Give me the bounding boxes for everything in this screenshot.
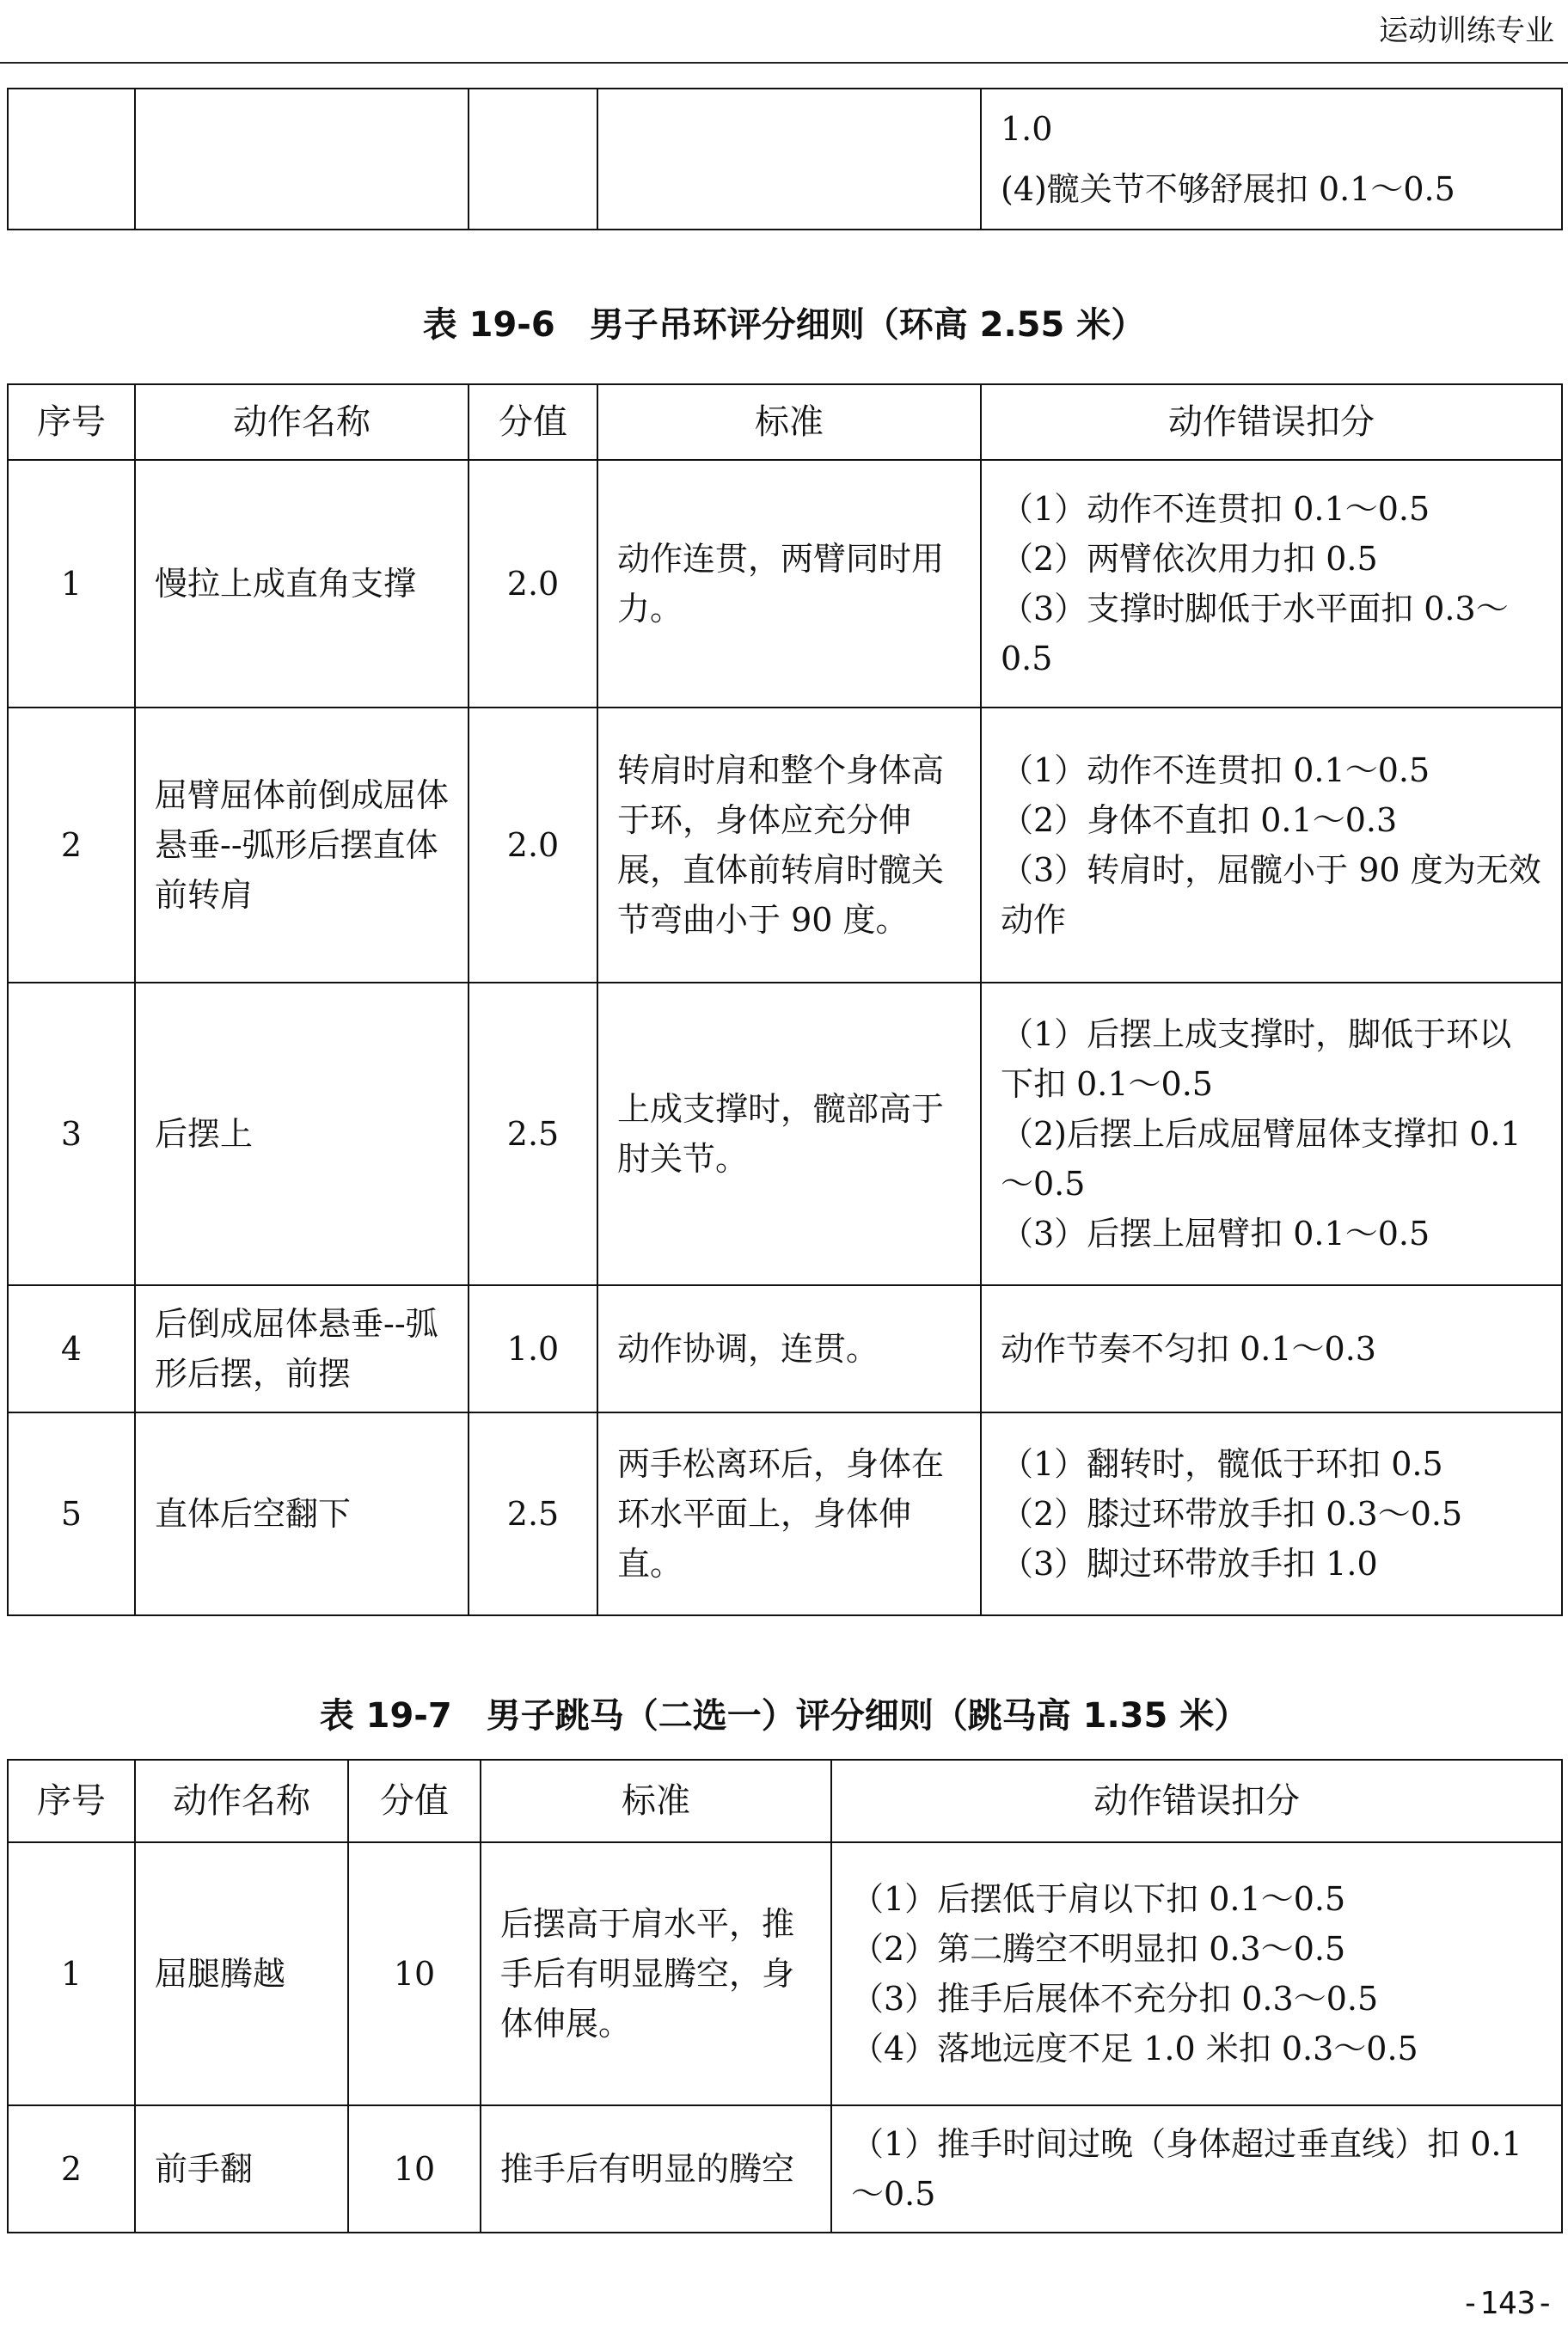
row-number: 3 <box>8 983 135 1285</box>
action-name: 屈臂屈体前倒成屈体悬垂--弧形后摆直体前转肩 <box>135 708 469 983</box>
standard-text: 两手松离环后，身体在环水平面上，身体伸直。 <box>597 1412 981 1615</box>
action-name: 后摆上 <box>135 983 469 1285</box>
rings-scoring-table <box>7 383 1563 1616</box>
deduction-item: （3）后摆上屈臂扣 0.1～0.5 <box>1001 1215 1430 1253</box>
score-value: 10 <box>348 1842 481 2105</box>
deduction-item: （1）后摆低于肩以下扣 0.1～0.5 <box>851 1880 1346 1918</box>
continuation-line: 1.0 <box>1001 110 1053 148</box>
table-row <box>8 708 1562 983</box>
action-name: 后倒成屈体悬垂--弧形后摆，前摆 <box>135 1285 469 1412</box>
score-value: 2.5 <box>469 983 597 1285</box>
column-header-name: 动作名称 <box>135 1760 348 1842</box>
column-header-deductions: 动作错误扣分 <box>981 384 1562 460</box>
table-row <box>8 1285 1562 1412</box>
continuation-cell-standard <box>597 89 981 230</box>
table-row <box>8 1842 1562 2105</box>
continuation-cell-no <box>8 89 135 230</box>
deduction-item: （2)后摆上后成屈臂屈体支撑扣 0.1～0.5 <box>1001 1115 1522 1203</box>
deduction-item: （3）支撑时脚低于水平面扣 0.3～0.5 <box>1001 590 1509 677</box>
column-header-name: 动作名称 <box>135 384 469 460</box>
table-row <box>8 983 1562 1285</box>
column-header-score: 分值 <box>348 1760 481 1842</box>
action-name: 屈腿腾越 <box>135 1842 348 2105</box>
column-header-deductions: 动作错误扣分 <box>831 1760 1562 1842</box>
table-header-row <box>8 1760 1562 1842</box>
score-value: 10 <box>348 2105 481 2233</box>
table-row <box>8 2105 1562 2233</box>
score-value: 2.0 <box>469 708 597 983</box>
action-name: 前手翻 <box>135 2105 348 2233</box>
deduction-item: （1）动作不连贯扣 0.1～0.5 <box>1001 490 1430 528</box>
standard-text: 后摆高于肩水平，推手后有明显腾空，身体伸展。 <box>481 1842 831 2105</box>
column-header-standard: 标准 <box>597 384 981 460</box>
continuation-cell-score <box>469 89 597 230</box>
row-number: 4 <box>8 1285 135 1412</box>
deduction-item: （2）膝过环带放手扣 0.3～0.5 <box>1001 1495 1463 1533</box>
deduction-item: （2）两臂依次用力扣 0.5 <box>1001 540 1378 578</box>
action-name: 慢拉上成直角支撑 <box>135 460 469 708</box>
action-name: 直体后空翻下 <box>135 1412 469 1615</box>
deduction-list <box>981 708 1562 983</box>
score-value: 2.5 <box>469 1412 597 1615</box>
vault-scoring-table <box>7 1759 1563 2233</box>
deduction-item: 动作节奏不匀扣 0.1～0.3 <box>1001 1330 1376 1368</box>
deduction-item: （2）第二腾空不明显扣 0.3～0.5 <box>851 1930 1346 1968</box>
page-number: -143- <box>1461 2286 1554 2321</box>
continuation-cell-deductions <box>981 89 1562 230</box>
table-header-row <box>8 384 1562 460</box>
row-number: 2 <box>8 2105 135 2233</box>
table-row <box>8 1412 1562 1615</box>
deduction-item: （2）身体不直扣 0.1～0.3 <box>1001 801 1398 839</box>
standard-text: 动作连贯，两臂同时用力。 <box>597 460 981 708</box>
continuation-table <box>7 88 1563 230</box>
deduction-item: （3）推手后展体不充分扣 0.3～0.5 <box>851 1980 1379 2018</box>
column-header-no: 序号 <box>8 1760 135 1842</box>
deduction-item: （1）翻转时，髋低于环扣 0.5 <box>1001 1445 1443 1483</box>
running-header: 运动训练专业 <box>1379 14 1554 48</box>
row-number: 2 <box>8 708 135 983</box>
deduction-item: （1）后摆上成支撑时，脚低于环以下扣 0.1～0.5 <box>1001 1015 1512 1103</box>
deduction-list <box>831 1842 1562 2105</box>
score-value: 1.0 <box>469 1285 597 1412</box>
deduction-item: （1）推手时间过晚（身体超过垂直线）扣 0.1～0.5 <box>851 2125 1522 2213</box>
deduction-item: （3）转肩时，屈髋小于 90 度为无效动作 <box>1001 851 1541 939</box>
deduction-item: （3）脚过环带放手扣 1.0 <box>1001 1545 1378 1583</box>
standard-text: 上成支撑时，髋部高于肘关节。 <box>597 983 981 1285</box>
standard-text: 动作协调，连贯。 <box>597 1285 981 1412</box>
row-number: 1 <box>8 460 135 708</box>
continuation-line: (4)髋关节不够舒展扣 0.1～0.5 <box>1001 170 1455 208</box>
deduction-list <box>981 1285 1562 1412</box>
score-value: 2.0 <box>469 460 597 708</box>
standard-text: 推手后有明显的腾空 <box>481 2105 831 2233</box>
column-header-no: 序号 <box>8 384 135 460</box>
column-header-score: 分值 <box>469 384 597 460</box>
deduction-list <box>981 983 1562 1285</box>
deduction-item: （4）落地远度不足 1.0 米扣 0.3～0.5 <box>851 2030 1418 2068</box>
continuation-cell-name <box>135 89 469 230</box>
deduction-list <box>981 1412 1562 1615</box>
header-rule <box>0 62 1568 64</box>
table-row <box>8 460 1562 708</box>
deduction-list <box>831 2105 1562 2233</box>
table2-caption: 表 19-7 男子跳马（二选一）评分细则（跳马高 1.35 米） <box>319 1696 1249 1736</box>
deduction-item: （1）动作不连贯扣 0.1～0.5 <box>1001 751 1430 789</box>
table1-caption: 表 19-6 男子吊环评分细则（环高 2.55 米） <box>422 305 1146 345</box>
deduction-list <box>981 460 1562 708</box>
column-header-standard: 标准 <box>481 1760 831 1842</box>
standard-text: 转肩时肩和整个身体高于环，身体应充分伸展，直体前转肩时髋关节弯曲小于 90 度。 <box>597 708 981 983</box>
row-number: 1 <box>8 1842 135 2105</box>
row-number: 5 <box>8 1412 135 1615</box>
